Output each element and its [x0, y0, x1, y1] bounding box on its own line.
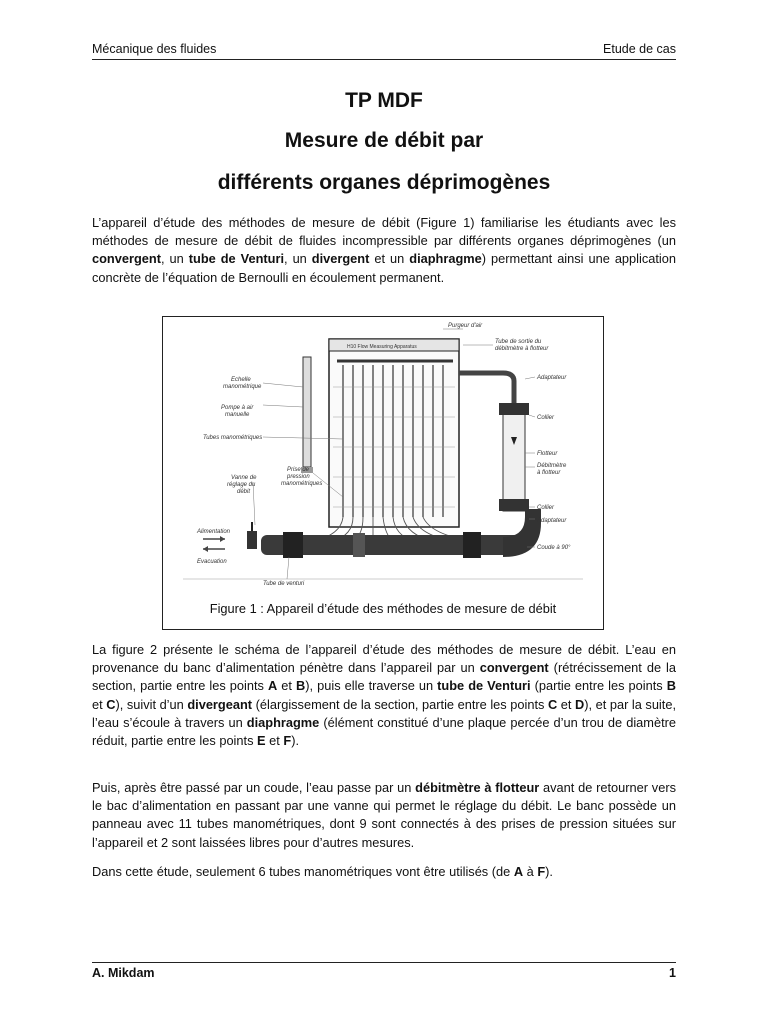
text: et: [265, 733, 284, 749]
caption-text: Figure 1 : Appareil d’étude des méthodes de mesure de débit: [209, 601, 557, 616]
figure-caption: [163, 601, 603, 616]
label-tube-sortie-2: débitmètre à flotteur: [495, 346, 549, 352]
text: L’appareil d’étude des méthodes de mesure de débit (Figure 1) familiarise les étudiants avec les méthodes de mesure de débit de fluides incompressible par différents organes déprimogènes (un: [92, 215, 676, 249]
text: et: [92, 696, 107, 712]
label-evacuation: Evacuation: [197, 559, 227, 565]
paragraph-2: [92, 641, 676, 750]
label-echelle-2: manométrique: [223, 384, 262, 390]
title-line-1: TP MDF: [345, 89, 423, 112]
label-adaptateur-top: Adaptateur: [537, 375, 567, 381]
text: ).: [545, 864, 553, 879]
text: et: [557, 696, 575, 712]
text: ) permettant ainsi une application concrète de l’équation de Bernoulli en écoulement permanent.: [92, 251, 677, 285]
text: ), et par la suite, l’eau s’écoule à travers un: [92, 696, 677, 730]
label-debitmetre: Débitmètre: [537, 463, 567, 469]
label-prise: Prise de: [287, 467, 310, 473]
panel-title: H10 Flow Measuring Apparatus: [347, 344, 417, 350]
text: ), puis elle traverse un: [305, 678, 438, 694]
point-label: A: [268, 678, 278, 694]
point-label: D: [575, 696, 585, 712]
label-pompe-2: manuelle: [225, 412, 250, 418]
point-label: B: [296, 678, 306, 694]
text: , un: [284, 251, 312, 267]
term-venturi: tube de Venturi: [188, 251, 285, 267]
label-purgeur: Purgeur d'air: [448, 323, 483, 329]
text: Puis, après être passé par un coude, l’eau passe par un: [92, 780, 416, 795]
label-venturi: Tube de venturi: [263, 581, 305, 587]
header-course: Mécanique des fluides: [92, 42, 217, 56]
point-label: F: [283, 733, 292, 749]
term-divergent: divergent: [311, 251, 370, 267]
text: ).: [291, 733, 300, 749]
label-flotteur: Flotteur: [537, 451, 558, 457]
paragraph-3: [92, 779, 676, 852]
page-header: [92, 42, 676, 60]
page-footer: [92, 962, 676, 980]
intro-paragraph: [92, 214, 676, 287]
page-number: 1: [669, 966, 676, 980]
label-vanne-3: débit: [237, 489, 251, 495]
term: convergent: [479, 660, 549, 676]
text: et: [277, 678, 297, 694]
paragraph-4: [92, 863, 676, 881]
text: (rétrécissement de la section, partie entre les points: [92, 660, 677, 694]
point-label: A: [513, 864, 524, 879]
label-coude: Coude à 90°: [537, 545, 571, 551]
label-prise-3: manométriques: [281, 481, 323, 487]
text: à: [523, 864, 538, 879]
figure-1: [162, 316, 604, 630]
label-collier-bottom: Collier: [537, 505, 555, 511]
point-label: C: [547, 696, 558, 712]
term: tube de Venturi: [437, 678, 531, 694]
text: (partie entre les points: [530, 678, 667, 694]
term-diaphragme: diaphragme: [409, 251, 482, 267]
footer-author: A. Mikdam: [92, 966, 155, 980]
label-prise-2: pression: [287, 474, 310, 480]
term-convergent: convergent: [92, 251, 161, 267]
title-block: [92, 88, 676, 196]
label-alimentation: Alimentation: [197, 529, 231, 535]
apparatus-illustration: [163, 317, 603, 593]
label-tube-sortie: Tube de sortie du: [495, 339, 542, 345]
point-label: C: [106, 696, 116, 712]
label-pompe: Pompe à air: [221, 405, 254, 411]
label-vanne-2: réglage du: [227, 482, 256, 488]
text: (élargissement de la section, partie entre les points: [252, 696, 548, 712]
text: , un: [160, 251, 189, 267]
term: débitmètre à flotteur: [415, 780, 540, 795]
term: divergeant: [187, 696, 253, 712]
text: La figure 2 présente le schéma de l’appareil d’étude des méthodes de mesure de débit. L’eau en provenance du banc d’alimentation pénètre dans l’appareil par un: [92, 642, 676, 676]
point-label: E: [257, 733, 266, 749]
text: avant de retourner vers le bac d’alimentation en passant par une vanne qui permet le réglage du débit. Le banc possède un panneau avec 11 tubes manométriques, dont 9 sont connectés à des prises de pression situées sur l’appareil et 2 sont laissées libres pour d’autres mesures.: [92, 780, 676, 850]
term: diaphragme: [246, 714, 320, 730]
text: (élément constitué d’une plaque percée d’un trou de diamètre réduit, partie entre les points: [92, 714, 677, 749]
text: ), suivit d’un: [115, 696, 188, 712]
label-collier-top: Collier: [537, 415, 555, 421]
label-debitmetre-2: à flotteur: [537, 470, 561, 476]
label-vanne: Vanne de: [231, 475, 257, 481]
point-label: B: [666, 678, 676, 694]
label-tubes-manometriques: Tubes manométriques: [203, 435, 263, 441]
header-section: Etude de cas: [603, 42, 676, 56]
title-line-3: différents organes déprimogènes: [217, 171, 551, 194]
point-label: F: [537, 864, 546, 879]
text: et un: [369, 251, 410, 267]
label-echelle: Echelle: [231, 377, 251, 383]
title-line-2: Mesure de débit par: [284, 129, 484, 152]
label-adaptateur-bottom: Adaptateur: [537, 518, 567, 524]
text: Dans cette étude, seulement 6 tubes manométriques vont être utilisés (de: [92, 864, 514, 879]
